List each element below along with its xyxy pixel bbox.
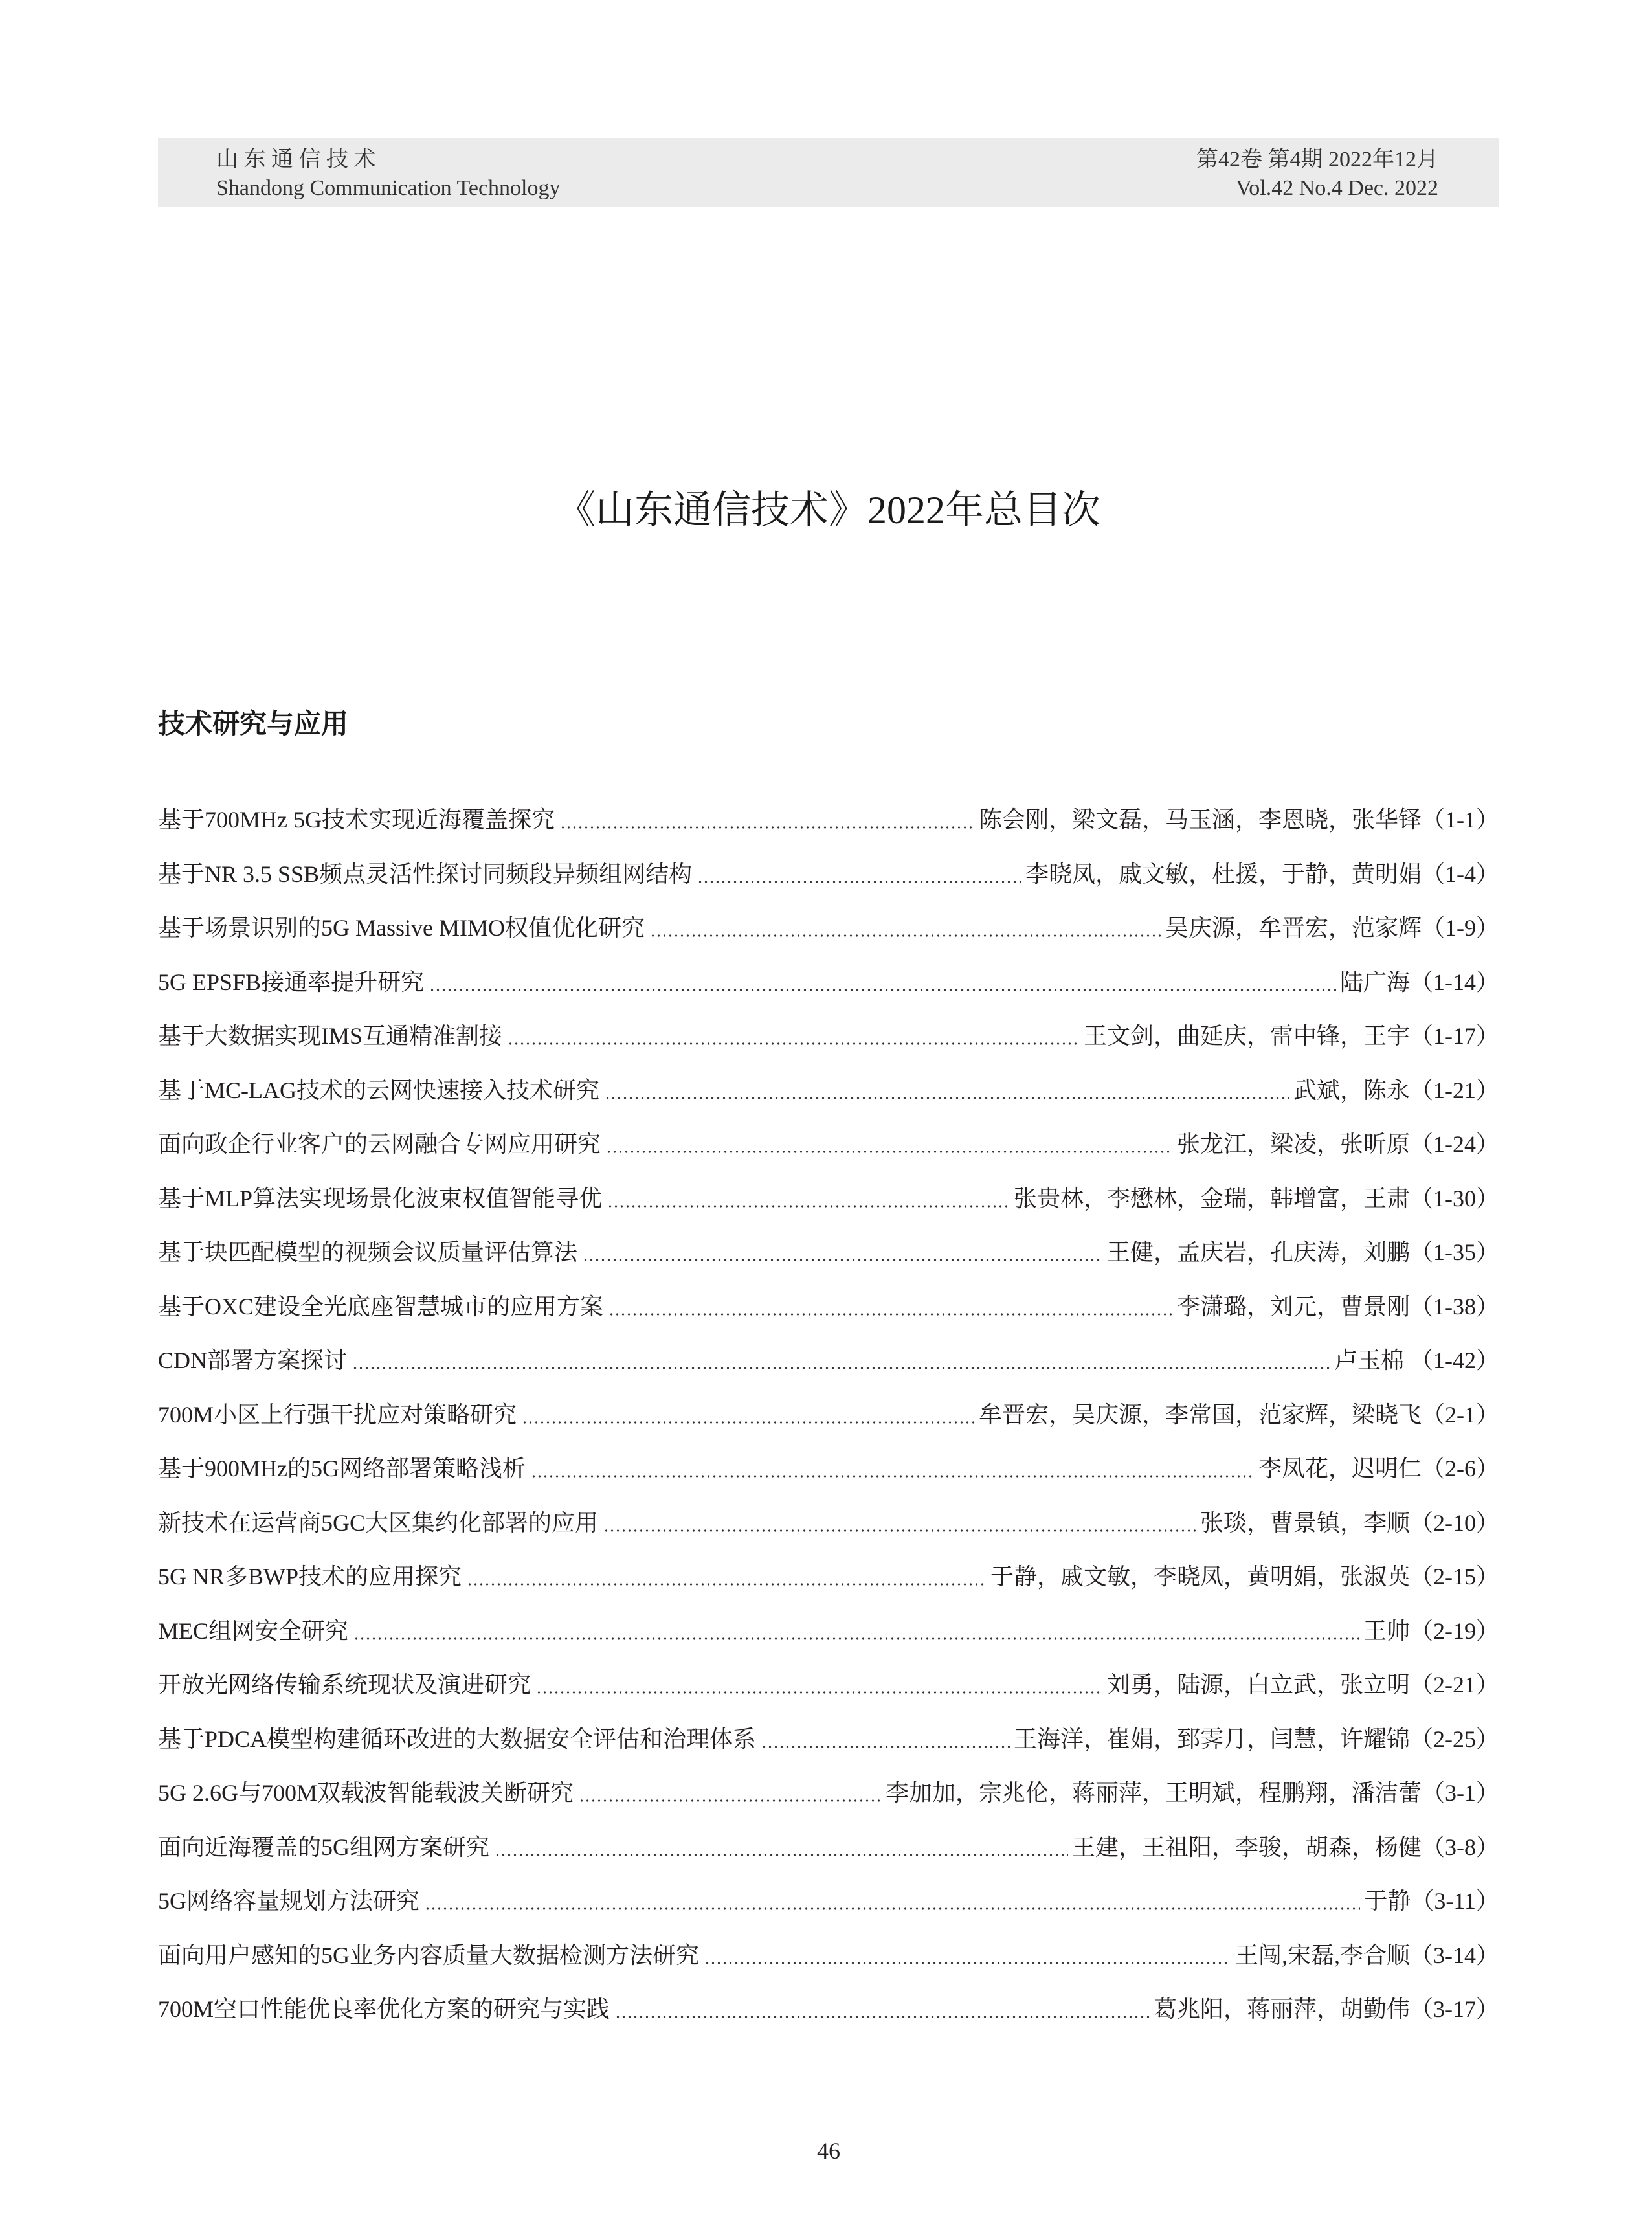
entry-authors: 王帅 (1363, 1617, 1410, 1644)
entry-pages: （2-10） (1410, 1509, 1499, 1536)
entry-authors: 陆广海 (1339, 969, 1410, 995)
entry-pages: （1-30） (1410, 1185, 1499, 1211)
entry-pages: （3-17） (1410, 1996, 1499, 2023)
entry-authors: 王闯,宋磊,李合顺 (1234, 1942, 1410, 1968)
toc-entry (158, 1983, 1499, 2037)
entry-authors: 李加加，宗兆伦，蒋丽萍，王明斌，程鹏翔，潘洁蕾 (885, 1780, 1422, 1806)
entry-authors: 王建，王祖阳，李骏，胡森，杨健 (1071, 1834, 1422, 1860)
toc-entry (158, 1821, 1499, 1875)
toc-entry (158, 1658, 1499, 1713)
entry-title: 基于OXC建设全光底座智慧城市的应用方案 (158, 1293, 604, 1320)
document-title: 《山东通信技术》2022年总目次 (557, 489, 1100, 532)
entry-title: 新技术在运营商5GC大区集约化部署的应用 (158, 1509, 599, 1536)
toc-entry (158, 1929, 1499, 1983)
toc-entry (158, 1388, 1499, 1443)
toc-entry (158, 1280, 1499, 1334)
table-of-contents (158, 793, 1499, 2037)
entry-pages: （2-25） (1410, 1726, 1499, 1752)
entry-title: 基于MLP算法实现场景化波束权值智能寻优 (158, 1185, 603, 1211)
entry-title: 基于900MHz的5G网络部署策略浅析 (158, 1456, 526, 1482)
entry-pages: （3-11） (1411, 1888, 1499, 1915)
entry-authors: 卢玉棉 (1334, 1347, 1410, 1374)
dot-leader (560, 807, 975, 833)
entry-title: 基于MC-LAG技术的云网快速接入技术研究 (158, 1077, 599, 1103)
entry-title: 5G 2.6G与700M双载波智能载波关断研究 (158, 1780, 574, 1806)
entry-authors: 王健，孟庆岩，孔庆涛，刘鹏 (1106, 1239, 1410, 1266)
toc-entry (158, 901, 1499, 956)
dot-leader (522, 1402, 975, 1428)
dot-leader (429, 969, 1336, 996)
dot-leader (650, 915, 1161, 941)
dot-leader (425, 1888, 1360, 1915)
dot-leader (603, 1510, 1196, 1536)
toc-entry (158, 1874, 1499, 1929)
toc-entry (158, 1226, 1499, 1280)
dot-leader (508, 1023, 1080, 1050)
entry-pages: （2-21） (1410, 1672, 1499, 1698)
toc-entry (158, 1172, 1499, 1226)
toc-entry (158, 848, 1499, 902)
entry-authors: 吴庆源，牟晋宏，范家辉 (1165, 915, 1422, 941)
dot-leader (615, 1996, 1150, 2023)
page-number: 46 (817, 2138, 840, 2164)
entry-title: 基于PDCA模型构建循环改进的大数据安全评估和治理体系 (158, 1726, 757, 1752)
entry-authors: 陈会刚，梁文磊，马玉涵，李恩晓，张华铎 (978, 807, 1422, 833)
entry-authors: 张贵林，李懋林，金瑞，韩增富，王肃 (1013, 1185, 1410, 1211)
entry-pages: （1-9） (1422, 915, 1499, 941)
dot-leader (697, 861, 1021, 888)
entry-pages: （1-35） (1410, 1239, 1499, 1266)
entry-authors: 刘勇，陆源，白立武，张立明 (1106, 1672, 1410, 1698)
entry-title: 面向近海覆盖的5G组网方案研究 (158, 1834, 489, 1860)
entry-pages: （2-19） (1410, 1617, 1499, 1644)
toc-entry (158, 1713, 1499, 1767)
entry-pages: （1-42） (1410, 1347, 1499, 1374)
entry-authors: 张龙江，梁凌，张昕原 (1176, 1131, 1410, 1158)
entry-title: 700M小区上行强干扰应对策略研究 (158, 1401, 517, 1428)
entry-authors: 李潇璐，刘元，曹景刚 (1176, 1293, 1410, 1320)
dot-leader (605, 1077, 1289, 1104)
dot-leader (704, 1942, 1231, 1969)
dot-leader (536, 1672, 1103, 1698)
dot-leader (352, 1347, 1330, 1374)
issue-info-en: Vol.42 No.4 Dec. 2022 (1236, 176, 1438, 200)
entry-title: 基于700MHz 5G技术实现近海覆盖探究 (158, 807, 555, 833)
toc-entry (158, 1442, 1499, 1496)
entry-pages: （1-24） (1410, 1131, 1499, 1158)
toc-entry (158, 1496, 1499, 1551)
entry-title: 面向用户感知的5G业务内容质量大数据检测方法研究 (158, 1942, 699, 1968)
section-heading: 技术研究与应用 (158, 708, 349, 739)
entry-title: 5G网络容量规划方法研究 (158, 1888, 419, 1915)
entry-title: 700M空口性能优良率优化方案的研究与实践 (158, 1996, 610, 2023)
journal-name-cn: 山 东 通 信 技 术 (216, 148, 376, 172)
entry-title: 5G NR多BWP技术的应用探究 (158, 1564, 462, 1590)
dot-leader (606, 1131, 1173, 1158)
entry-authors: 武斌，陈永 (1293, 1077, 1410, 1103)
entry-title: 基于大数据实现IMS互通精准割接 (158, 1023, 503, 1050)
issue-info-cn: 第42卷 第4期 2022年12月 (1196, 148, 1438, 172)
entry-pages: （2-1） (1422, 1401, 1499, 1428)
journal-name-block (216, 146, 561, 203)
toc-entry (158, 956, 1499, 1010)
dot-leader (583, 1239, 1103, 1266)
dot-leader (607, 1186, 1010, 1212)
toc-entry (158, 1009, 1499, 1064)
entry-title: 开放光网络传输系统现状及演进研究 (158, 1672, 531, 1698)
dot-leader (761, 1726, 1010, 1753)
entry-pages: （1-17） (1410, 1023, 1499, 1050)
entry-title: MEC组网安全研究 (158, 1617, 349, 1644)
entry-pages: （3-8） (1422, 1834, 1499, 1860)
toc-entry (158, 1766, 1499, 1821)
entry-pages: （2-15） (1410, 1564, 1499, 1590)
entry-title: 基于NR 3.5 SSB频点灵活性探讨同频段异频组网结构 (158, 860, 693, 887)
entry-authors: 于静，戚文敏，李晓凤，黄明娟，张淑英 (990, 1564, 1410, 1590)
entry-pages: （1-1） (1422, 807, 1499, 833)
entry-pages: （1-4） (1422, 860, 1499, 887)
entry-authors: 李晓凤，戚文敏，杜援，于静，黄明娟 (1025, 860, 1422, 887)
journal-name-en: Shandong Communication Technology (216, 176, 561, 200)
entry-authors: 葛兆阳，蒋丽萍，胡勤伟 (1153, 1996, 1410, 2023)
entry-pages: （3-1） (1422, 1780, 1499, 1806)
entry-pages: （1-21） (1410, 1077, 1499, 1103)
entry-authors: 牟晋宏，吴庆源，李常国，范家辉，梁晓飞 (978, 1401, 1422, 1428)
toc-entry (158, 1064, 1499, 1118)
toc-entry (158, 1550, 1499, 1604)
entry-title: CDN部署方案探讨 (158, 1347, 348, 1374)
issue-info-block (1196, 146, 1438, 203)
dot-leader (495, 1834, 1068, 1861)
dot-leader (531, 1456, 1255, 1482)
entry-authors: 王文剑，曲延庆，雷中锋，王宇 (1083, 1023, 1410, 1050)
entry-title: 面向政企行业客户的云网融合专网应用研究 (158, 1131, 601, 1158)
running-header (158, 138, 1499, 207)
toc-entry (158, 1604, 1499, 1659)
dot-leader (353, 1618, 1359, 1645)
entry-title: 基于场景识别的5G Massive MIMO权值优化研究 (158, 915, 645, 941)
entry-title: 5G EPSFB接通率提升研究 (158, 969, 425, 995)
toc-entry (158, 1334, 1499, 1388)
entry-pages: （1-14） (1410, 969, 1499, 995)
entry-pages: （1-38） (1410, 1293, 1499, 1320)
toc-entry (158, 793, 1499, 848)
entry-authors: 于静 (1364, 1888, 1411, 1915)
entry-authors: 王海洋，崔娟，郅霁月，闫慧，许耀锦 (1013, 1726, 1410, 1752)
entry-authors: 张琰，曹景镇，李顺 (1200, 1509, 1410, 1536)
dot-leader (608, 1294, 1173, 1320)
dot-leader (467, 1564, 987, 1590)
dot-leader (579, 1780, 882, 1806)
entry-authors: 李凤花，迟明仁 (1258, 1456, 1422, 1482)
toc-entry (158, 1118, 1499, 1172)
entry-pages: （2-6） (1422, 1456, 1499, 1482)
entry-pages: （3-14） (1410, 1942, 1499, 1968)
entry-title: 基于块匹配模型的视频会议质量评估算法 (158, 1239, 578, 1266)
